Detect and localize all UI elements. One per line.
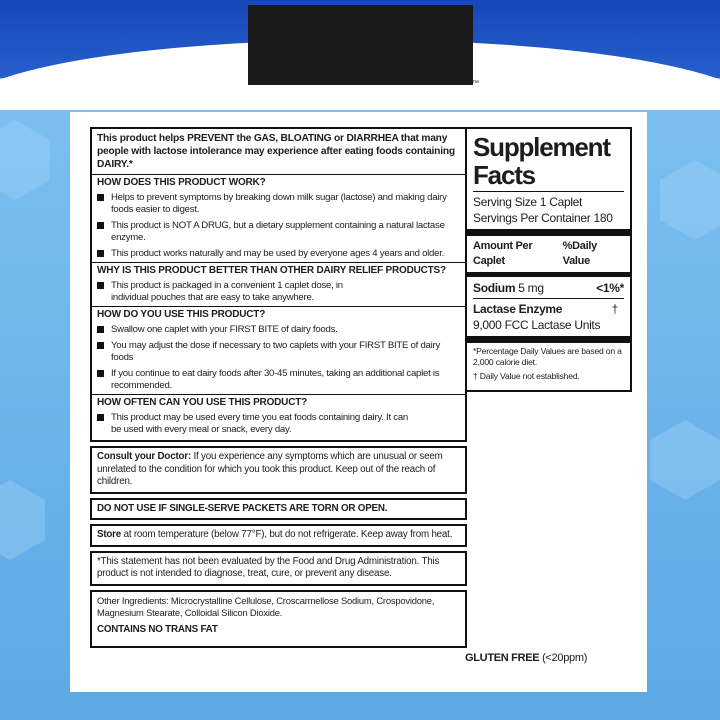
question-heading: HOW OFTEN CAN YOU USE THIS PRODUCT? [92, 394, 465, 410]
consult-label: Consult your Doctor: [97, 451, 191, 462]
ingredients-text: Other Ingredients: Microcrystalline Cellulose, Croscarmellose Sodium, Crospovidone, Magnesium Stearate, Colloidal Silicon Dioxide. [97, 594, 435, 618]
store-text: at room temperature (below 77°F), but do not refrigerate. Keep away from heat. [121, 529, 453, 540]
bullet-icon [97, 414, 104, 421]
gluten-detail: (<20ppm) [539, 652, 588, 664]
lactase-dv: † [611, 302, 618, 316]
daily-value-label: %Daily Value [562, 240, 597, 267]
gluten-free-label [465, 652, 587, 664]
list-item: This product is packaged in a convenient 1 caplet dose, in individual pouches that are easy to take anywhere. [92, 278, 465, 306]
sodium-row [473, 280, 624, 296]
sodium-amount: 5 mg [515, 281, 544, 295]
bullet-icon [97, 370, 104, 377]
consult-doctor-box [90, 446, 467, 494]
bullet-icon [97, 326, 104, 333]
footnote-daily-values: *Percentage Daily Values are based on a 2,000 calorie diet. [473, 346, 622, 367]
lactase-row [473, 301, 624, 317]
bullet-icon [97, 282, 104, 289]
warning-text: DO NOT USE IF SINGLE-SERVE PACKETS ARE TORN OR OPEN. [97, 502, 388, 514]
question-heading: HOW DOES THIS PRODUCT WORK? [92, 174, 465, 190]
gluten-label: GLUTEN FREE [465, 652, 540, 664]
label-panel [70, 112, 647, 692]
info-column [90, 127, 467, 652]
sodium-label: Sodium [473, 281, 516, 295]
brand-logo [248, 5, 473, 85]
question-heading: WHY IS THIS PRODUCT BETTER THAN OTHER DAIRY RELIEF PRODUCTS? [92, 262, 465, 278]
facts-header-row [473, 239, 624, 269]
divider [473, 191, 624, 192]
trans-fat-text: CONTAINS NO TRANS FAT [97, 623, 218, 635]
store-label: Store [97, 529, 122, 540]
servings-per-container: Servings Per Container 180 [473, 211, 613, 225]
serving-size: Serving Size 1 Caplet [473, 195, 583, 209]
trademark-mark: ™ [472, 80, 479, 87]
fda-text: *This statement has not been evaluated by the Food and Drug Administration. This product is not intended to diagnose, treat, cure, or prevent any disease. [97, 555, 440, 579]
list-item: This product is NOT A DRUG, but a dietary supplement containing a natural lactase enzyme. [92, 218, 465, 246]
list-item: This product may be used every time you eat foods containing dairy. It can be used with every meal or snack, every day. [92, 410, 465, 440]
amount-label: Amount Per Caplet [473, 240, 533, 267]
list-item: Helps to prevent symptoms by breaking down milk sugar (lactose) and making dairy foods easier to digest. [92, 190, 465, 218]
consult-text: If you experience any symptoms which are unusual or seem unrelated to the condition for which you took this product. Keep out of the reach of children. [97, 451, 443, 487]
sodium-dv: <1%* [596, 281, 624, 295]
warning-box [90, 498, 467, 521]
lactase-label: Lactase Enzyme [473, 302, 563, 316]
bullet-icon [97, 222, 104, 229]
bullet-icon [97, 250, 104, 257]
product-info-box [90, 127, 467, 442]
facts-title: Supplement Facts [473, 132, 610, 190]
footnote-dagger: † Daily Value not established. [473, 371, 580, 381]
divider [473, 298, 624, 299]
bullet-icon [97, 194, 104, 201]
bullet-icon [97, 342, 104, 349]
ingredients-box [90, 590, 467, 648]
divider [467, 272, 630, 277]
storage-box [90, 524, 467, 547]
list-item: Swallow one caplet with your FIRST BITE of dairy foods. [92, 322, 465, 338]
list-item: If you continue to eat dairy foods after 30-45 minutes, taking an additional caplet is recommended. [92, 366, 465, 394]
list-item: You may adjust the dose if necessary to two caplets with your FIRST BITE of dairy foods [92, 338, 465, 366]
fda-disclaimer-box [90, 551, 467, 586]
divider [467, 229, 630, 236]
lactase-amount: 9,000 FCC Lactase Units [473, 318, 601, 332]
supplement-facts-panel [465, 127, 632, 392]
divider [467, 336, 630, 343]
question-heading: HOW DO YOU USE THIS PRODUCT? [92, 306, 465, 322]
list-item: This product works naturally and may be used by everyone ages 4 years and older. [92, 246, 465, 262]
intro-text: This product helps PREVENT the GAS, BLOATING or DIARRHEA that many people with lactose intolerance may experience after eating foods containing DAIRY.* [97, 133, 455, 170]
